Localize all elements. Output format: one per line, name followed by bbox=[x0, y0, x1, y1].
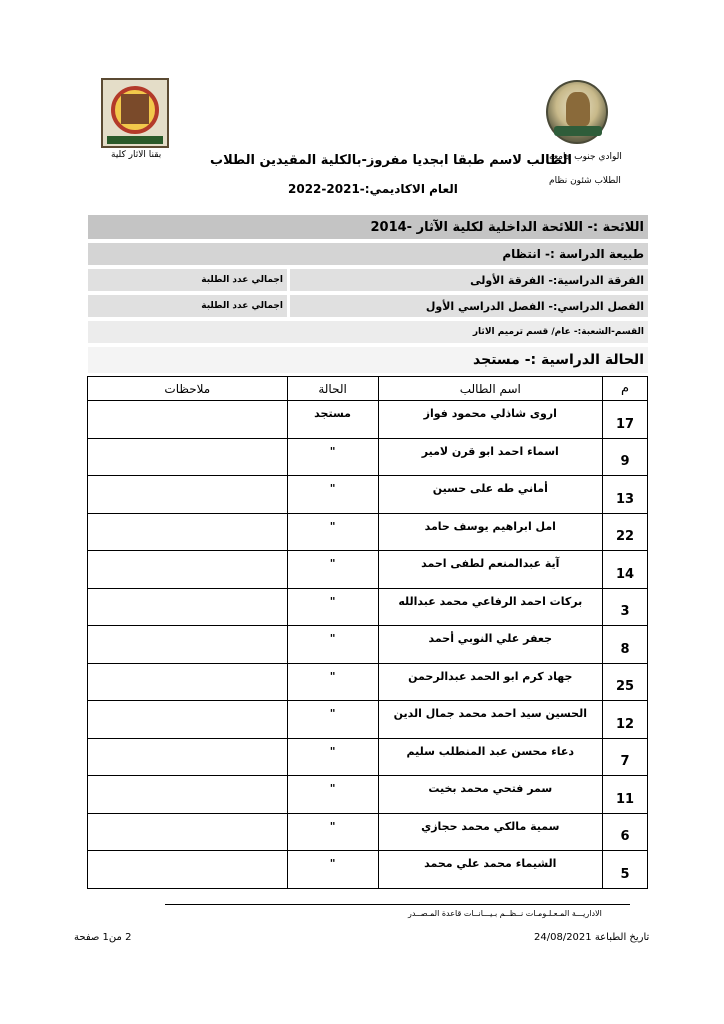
semester-total-cell bbox=[88, 295, 287, 317]
student-name: بركات احمد الرفاعي محمد عبدالله bbox=[378, 588, 603, 626]
table-row bbox=[88, 701, 648, 739]
semester-total-label: اجمالي عدد الطلبة bbox=[201, 301, 283, 311]
students-table bbox=[87, 376, 648, 889]
row-num: 13 bbox=[603, 476, 648, 514]
student-name: جهاد كرم ابو الحمد عبدالرحمن bbox=[378, 663, 603, 701]
table-row bbox=[88, 738, 648, 776]
print-date: تاريخ الطباعة 24/08/2021 bbox=[534, 932, 650, 943]
student-notes bbox=[88, 851, 288, 889]
student-status: " bbox=[287, 551, 378, 589]
student-notes bbox=[88, 513, 288, 551]
student-name: الشيماء محمد علي محمد bbox=[378, 851, 603, 889]
row-num: 17 bbox=[603, 401, 648, 439]
table-row bbox=[88, 626, 648, 664]
student-status: " bbox=[287, 513, 378, 551]
student-notes bbox=[88, 776, 288, 814]
student-status: " bbox=[287, 438, 378, 476]
university-name: الوادي جنوب جامعه bbox=[549, 152, 622, 162]
row-num: 25 bbox=[603, 663, 648, 701]
study-status-text: الحالة الدراسية :- مستجد bbox=[473, 352, 644, 368]
student-notes bbox=[88, 701, 288, 739]
student-name: دعاء محسن عبد المنطلب سليم bbox=[378, 738, 603, 776]
table-row bbox=[88, 813, 648, 851]
page-number: 2 من1 صفحة bbox=[74, 932, 132, 943]
table-row bbox=[88, 438, 648, 476]
student-name: اروى شاذلي محمود فواز bbox=[378, 401, 603, 439]
student-status: " bbox=[287, 813, 378, 851]
page-title: الطالب لاسم طبقا ابجديا مفروز-بالكلية المقيدين الطلاب bbox=[210, 153, 573, 168]
table-row bbox=[88, 776, 648, 814]
row-num: 22 bbox=[603, 513, 648, 551]
student-notes bbox=[88, 813, 288, 851]
student-name: أماني طه على حسين bbox=[378, 476, 603, 514]
row-num: 9 bbox=[603, 438, 648, 476]
level-text: الفرقة الدراسية:- الفرقة الأولى bbox=[470, 273, 644, 287]
academic-year: العام الاكاديمي:-2021-2022 bbox=[288, 182, 458, 196]
header-num: م bbox=[603, 377, 648, 401]
row-num: 5 bbox=[603, 851, 648, 889]
student-name: سمية مالكي محمد حجازي bbox=[378, 813, 603, 851]
row-num: 7 bbox=[603, 738, 648, 776]
student-notes bbox=[88, 438, 288, 476]
row-num: 14 bbox=[603, 551, 648, 589]
header-status: الحالة bbox=[287, 377, 378, 401]
row-num: 6 bbox=[603, 813, 648, 851]
table-row bbox=[88, 663, 648, 701]
student-status: " bbox=[287, 738, 378, 776]
student-status: " bbox=[287, 626, 378, 664]
department-row bbox=[88, 321, 648, 343]
regulation-row bbox=[88, 215, 648, 239]
faculty-logo bbox=[101, 78, 169, 148]
table-row bbox=[88, 513, 648, 551]
faculty-name: بقنا الاثار كلية bbox=[111, 150, 162, 160]
student-notes bbox=[88, 626, 288, 664]
student-notes bbox=[88, 738, 288, 776]
header-name: اسم الطالب bbox=[378, 377, 603, 401]
department-text: القسم-الشعبة:- عام/ قسم ترميم الاثار bbox=[472, 327, 644, 337]
student-status: " bbox=[287, 851, 378, 889]
student-notes bbox=[88, 663, 288, 701]
student-name: اسماء احمد ابو قرن لامير bbox=[378, 438, 603, 476]
header-notes: ملاحظات bbox=[88, 377, 288, 401]
university-logo bbox=[546, 80, 608, 144]
student-notes bbox=[88, 551, 288, 589]
table-row bbox=[88, 476, 648, 514]
study-nature-text: طبيعة الدراسة :- انتظام bbox=[502, 247, 644, 261]
semester-row bbox=[290, 295, 648, 317]
study-nature-row bbox=[88, 243, 648, 265]
department-name: الطلاب شئون نظام bbox=[549, 176, 621, 186]
row-num: 11 bbox=[603, 776, 648, 814]
table-header-row bbox=[88, 377, 648, 401]
student-notes bbox=[88, 588, 288, 626]
student-notes bbox=[88, 401, 288, 439]
student-status: " bbox=[287, 663, 378, 701]
student-name: سمر فتحي محمد بخيت bbox=[378, 776, 603, 814]
data-source: الاداريـــة المـعـلـومـات نــظــم بـيـــانــات قاعدة المـصــدر bbox=[408, 909, 602, 918]
regulation-text: اللائحة :- اللائحة الداخلية لكلية الآثار -2014 bbox=[370, 219, 644, 235]
student-status: " bbox=[287, 776, 378, 814]
table-row bbox=[88, 551, 648, 589]
student-name: آية عبدالمنعم لطفى احمد bbox=[378, 551, 603, 589]
footer-divider bbox=[165, 904, 630, 905]
level-total-cell bbox=[88, 269, 287, 291]
row-num: 3 bbox=[603, 588, 648, 626]
student-notes bbox=[88, 476, 288, 514]
row-num: 8 bbox=[603, 626, 648, 664]
student-status: مستجد bbox=[287, 401, 378, 439]
status-row bbox=[88, 347, 648, 373]
student-name: الحسين سيد احمد محمد جمال الدين bbox=[378, 701, 603, 739]
table-row bbox=[88, 851, 648, 889]
table-row bbox=[88, 588, 648, 626]
student-status: " bbox=[287, 701, 378, 739]
student-status: " bbox=[287, 476, 378, 514]
level-total-label: اجمالي عدد الطلبة bbox=[201, 275, 283, 285]
row-num: 12 bbox=[603, 701, 648, 739]
level-row bbox=[290, 269, 648, 291]
student-name: امل ابراهيم يوسف حامد bbox=[378, 513, 603, 551]
table-row bbox=[88, 401, 648, 439]
student-name: جعفر علي النوبي أحمد bbox=[378, 626, 603, 664]
semester-text: الفصل الدراسي:- الفصل الدراسي الأول bbox=[425, 299, 644, 313]
student-status: " bbox=[287, 588, 378, 626]
